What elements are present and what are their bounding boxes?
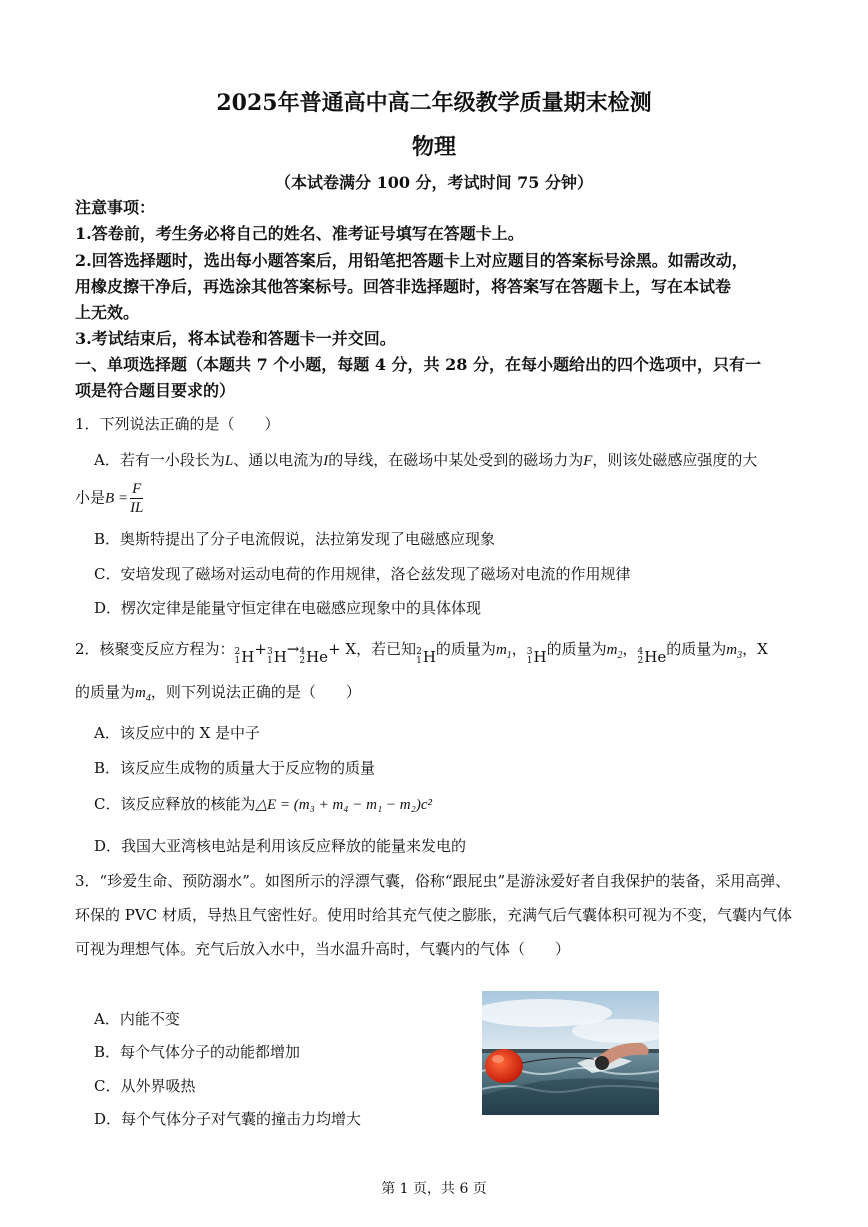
swimmer-float-photo [482, 991, 659, 1115]
q2-eq-plus: + [254, 640, 267, 658]
q2-m1: $m_1$ [495, 642, 512, 661]
q2-m4: $m_4$ [135, 685, 151, 704]
q2-mass-of-1: 的质量为 [435, 640, 496, 658]
q2-sep-2: ， [622, 640, 638, 658]
q1-a-text-4: ，则该处磁感应强度的大 [592, 451, 758, 469]
q2-option-c [94, 793, 432, 816]
q3-option-c: C．从外界吸热 [94, 1077, 196, 1095]
q1-a-text-1: A．若有一小段长为 [94, 451, 225, 469]
nuclide-He4: 4 2 He [299, 647, 329, 666]
q2-eq-arrow: → [286, 640, 300, 658]
q1-a-text-2: 、通以电流为 [233, 451, 324, 469]
section1-heading-line2: 项是符合题目要求的） [75, 381, 236, 400]
nuclide-H2: 2 1 H [234, 647, 255, 666]
subject-title: 物理 [411, 134, 456, 160]
q1-option-c: C．安培发现了磁场对运动电荷的作用规律，洛仑兹发现了磁场对电流的作用规律 [94, 565, 631, 583]
q2-m2: $m_2$ [606, 642, 623, 661]
q1-a-fraction [130, 480, 143, 517]
exam-note: （本试卷满分 100 分，考试时间 75 分钟） [275, 173, 593, 192]
notice-item-2-line1: 2.回答选择题时，选出每小题答案后，用铅笔把答题卡上对应题目的答案标号涂黑。如需改动， [75, 251, 748, 270]
q2-option-a: A．该反应中的 X 是中子 [94, 724, 261, 742]
q2-line2-end: ，则下列说法正确的是（ ） [150, 683, 361, 701]
nuclide-H3: 3 1 H [266, 647, 287, 666]
q2-eq-plus-x: + X [328, 640, 357, 658]
q2-line2-text: 的质量为 [75, 683, 136, 701]
q2-stem-prefix: 2．核聚变反应方程为： [75, 640, 235, 658]
q2-m3: $m_3$ [726, 642, 743, 661]
q1-option-a-line2 [75, 480, 143, 517]
q3-option-a: A．内能不变 [94, 1010, 180, 1028]
q3-stem-line1: 3．“珍爱生命、预防溺水”。如图所示的浮漂气囊，俗称“跟屁虫”是游泳爱好者自我保护的装备，采用高弹、 [75, 872, 791, 890]
notice-item-2-line3: 上无效。 [75, 303, 140, 322]
q2-c-prefix: C．该反应释放的核能为 [94, 795, 256, 813]
q1-a-fraction-num: F [130, 480, 143, 499]
q1-stem: 1．下列说法正确的是（ ） [75, 415, 280, 433]
q3-option-b: B．每个气体分子的动能都增加 [94, 1043, 301, 1061]
q2-c-formula: △E = (m₃ + m₄ − m₁ − m₂)c² [255, 797, 433, 813]
q2-option-b: B．该反应生成物的质量大于反应物的质量 [94, 759, 376, 777]
q2-mass-of-3: 的质量为 [666, 640, 727, 658]
exam-title: 2025年普通高中高二年级教学质量期末检测 [216, 90, 652, 116]
q3-option-d: D．每个气体分子对气囊的撞击力均增大 [94, 1110, 362, 1128]
notice-item-2-line2: 用橡皮擦干净后，再选涂其他答案标号。回答非选择题时，将答案写在答题卡上，写在本试卷 [75, 277, 732, 296]
q1-a-var-L: L [224, 453, 234, 469]
nuclide-He4-ref: 4 2 He [637, 647, 667, 666]
q1-a-text-3: 的导线，在磁场中某处受到的磁场力为 [328, 451, 584, 469]
q3-stem-line2: 环保的 PVC 材质，导热且气密性好。使用时给其充气使之膨胀，充满气后气囊体积可视为不变，气囊内气体 [75, 906, 792, 924]
q2-mass-of-2: 的质量为 [546, 640, 607, 658]
swimmer-float-illustration [482, 991, 659, 1115]
q2-x-end: ，X [742, 640, 768, 658]
nuclide-H3-ref: 3 1 H [526, 647, 547, 666]
q1-option-d: D．楞次定律是能量守恒定律在电磁感应现象中的具体体现 [94, 599, 482, 617]
q2-known: ，若已知 [356, 640, 417, 658]
notice-item-1: 1.答卷前，考生务必将自己的姓名、准考证号填写在答题卡上。 [75, 224, 524, 243]
nuclide-H2-ref: 2 1 H [416, 647, 436, 666]
q2-sep-1: ， [511, 640, 527, 658]
q1-a-var-F: F [583, 453, 593, 469]
q1-option-b: B．奥斯特提出了分子电流假说，法拉第发现了电磁感应现象 [94, 530, 496, 548]
q2-stem-line2 [75, 681, 361, 710]
q1-a-line2-prefix: 小是 [75, 488, 106, 507]
q2-option-d: D．我国大亚湾核电站是利用该反应释放的能量来发电的 [94, 837, 467, 855]
notice-heading: 注意事项： [75, 198, 156, 217]
q1-a-fraction-den: IL [130, 500, 144, 516]
q1-a-var-I: I [323, 453, 329, 469]
notice-item-3: 3.考试结束后，将本试卷和答题卡一并交回。 [75, 329, 396, 348]
q1-option-a [94, 449, 804, 472]
section1-heading-line1: 一、单项选择题（本题共 7 个小题，每题 4 分，共 28 分，在每小题给出的四个选项中，只有一 [75, 355, 761, 374]
page-footer: 第 1 页，共 6 页 [381, 1181, 487, 1197]
q1-a-formula-lhs: B = [105, 490, 129, 507]
q2-stem [75, 638, 800, 668]
q3-stem-line3: 可视为理想气体。充气后放入水中，当水温升高时，气囊内的气体（ ） [75, 940, 571, 958]
